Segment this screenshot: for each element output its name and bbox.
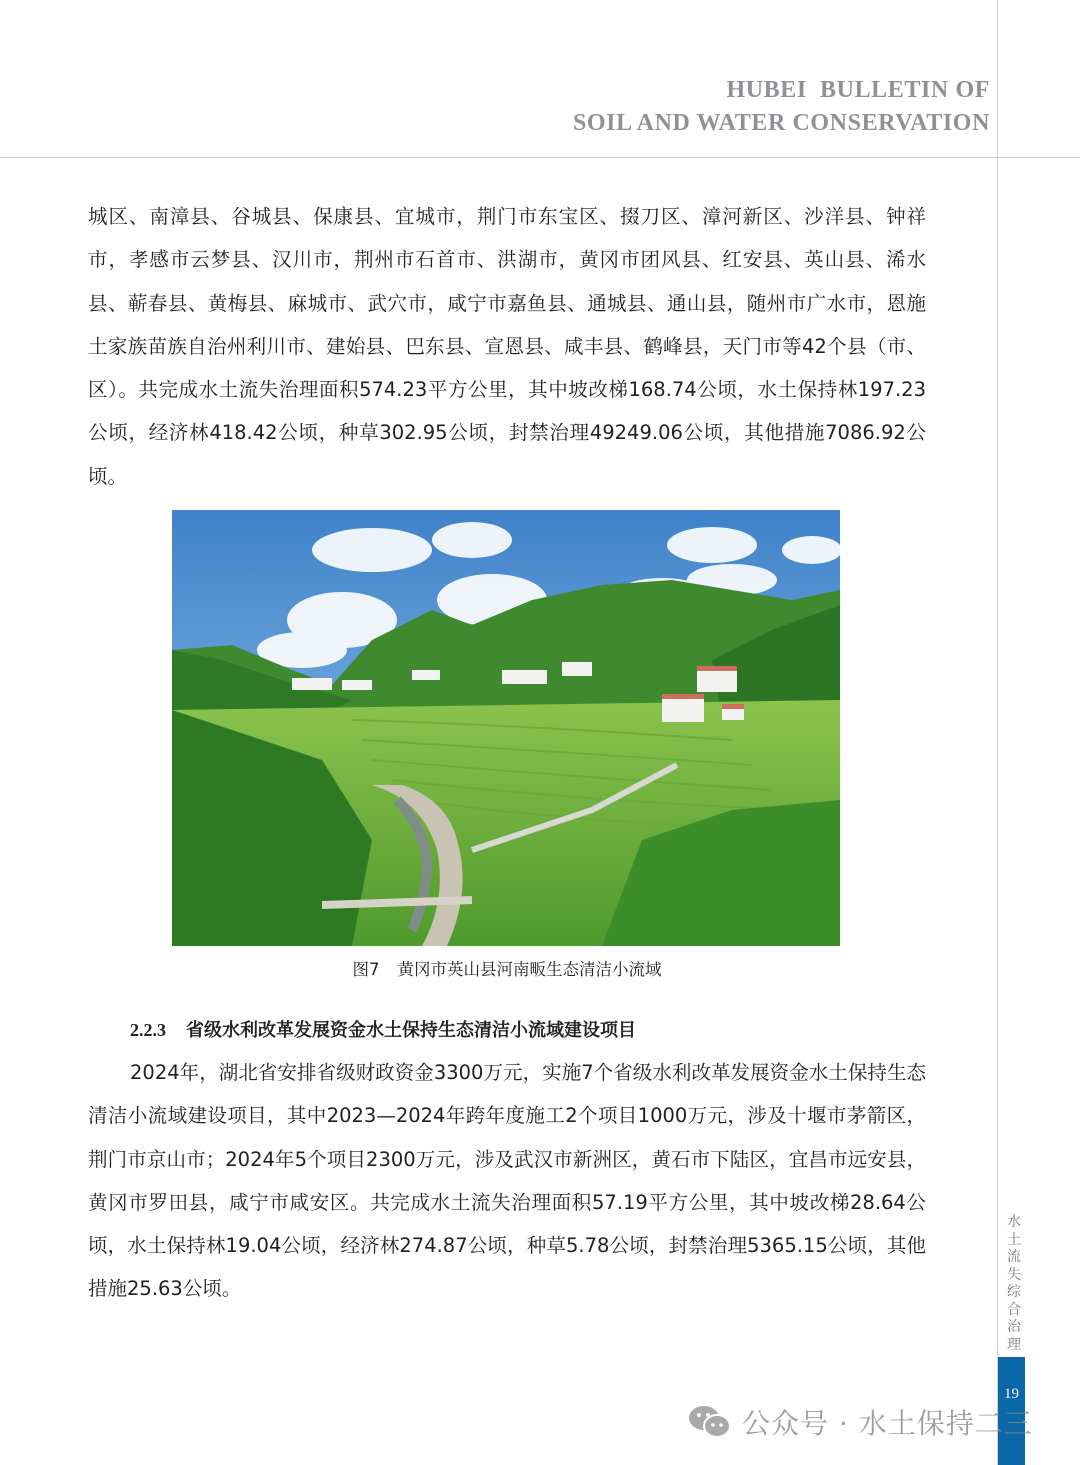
section-number: 2.2.3 — [130, 1020, 166, 1040]
body-paragraph-2: 2024年，湖北省安排省级财政资金3300万元，实施7个省级水利改革发展资金水土保持生态清洁小流域建设项目，其中2023—2024年跨年度施工2个项目1000万元，涉及十堰市茅箭区，荆门市京山市；2024年5个项目2300万元，涉及武汉市新洲区，黄石市下陆区，宜昌市远安县，黄冈市罗田县，咸宁市咸安区。共完成水土流失治理面积57.19平方公里，其中坡改梯28.64公顷，水土保持林19.04公顷，经济林274.87公顷，种草5.78公顷，封禁治理5365.15公顷，其他措施25.63公顷。 — [88, 1061, 926, 1301]
landscape-photo-icon — [172, 510, 840, 946]
journal-title-line1: HUBEI BULLETIN OF — [726, 77, 990, 103]
wechat-icon — [688, 1404, 732, 1440]
figure-caption-text: 黄冈市英山县河南畈生态清洁小流域 — [397, 960, 662, 979]
figure-caption — [0, 956, 1014, 980]
section-title: 省级水利改革发展资金水土保持生态清洁小流域建设项目 — [186, 1020, 636, 1041]
figure-number: 图7 — [352, 960, 380, 979]
right-margin-rule — [997, 0, 998, 1465]
body-paragraph-1: 城区、南漳县、谷城县、保康县、宜城市，荆门市东宝区、掇刀区、漳河新区、沙洋县、钟祥市，孝感市云梦县、汉川市，荆州市石首市、洪湖市，黄冈市团风县、红安县、英山县、浠水县、蕲春县、黄梅县、麻城市、武穴市，咸宁市嘉鱼县、通城县、通山县，随州市广水市，恩施土家族苗族自治州利川市、建始县、巴东县、宣恩县、咸丰县、鹤峰县，天门市等42个县（市、区）。共完成水土流失治理面积574.23平方公里，其中坡改梯168.74公顷，水土保持林197.23公顷，经济林418.42公顷，种草302.95公顷，封禁治理49249.06公顷，其他措施7086.92公顷。 — [88, 205, 926, 488]
watermark-text: 公众号 · 水土保持二三 — [742, 1407, 1033, 1440]
page-number: 19 — [1004, 1386, 1019, 1402]
section-heading — [130, 1016, 636, 1042]
watermark — [688, 1402, 1033, 1442]
journal-header — [573, 74, 990, 140]
chapter-side-label: 水土流失综合治理 — [1007, 1214, 1021, 1353]
journal-title-line2: SOIL AND WATER CONSERVATION — [572, 110, 990, 136]
header-rule — [0, 157, 1080, 158]
figure-photo — [172, 510, 840, 946]
